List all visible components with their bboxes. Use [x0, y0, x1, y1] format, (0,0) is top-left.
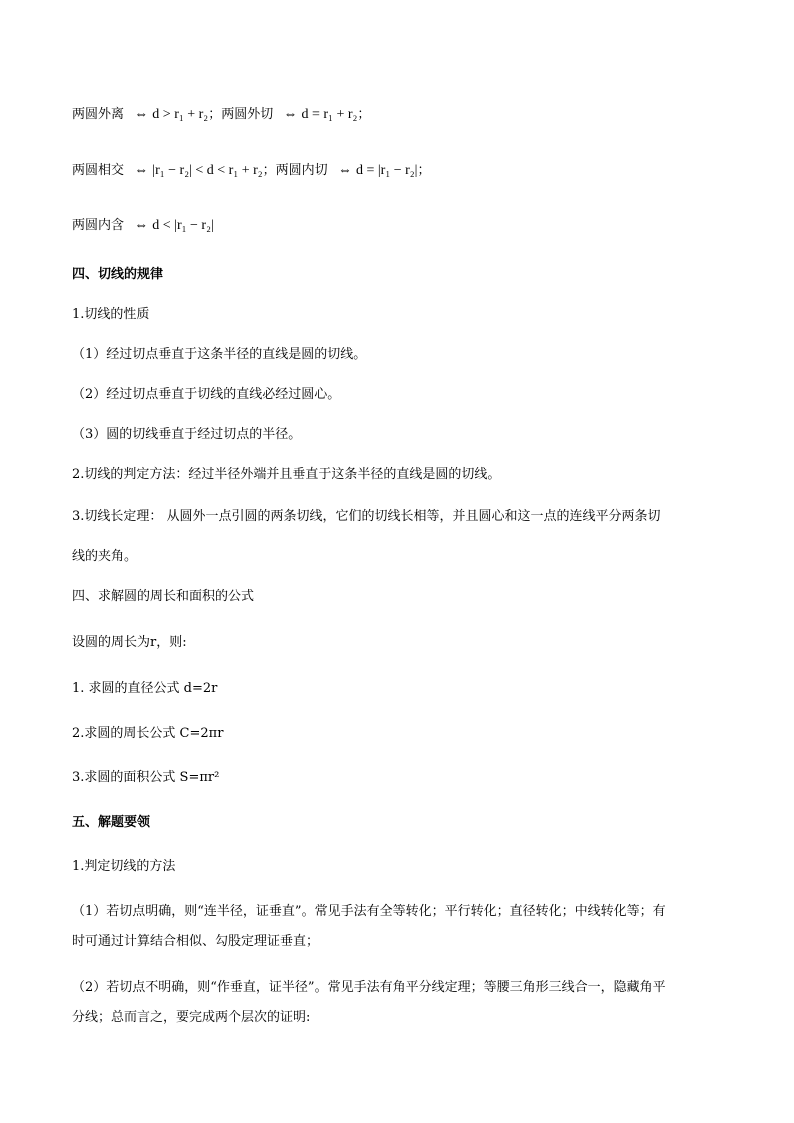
- item-4-1: 1.切线的性质: [72, 307, 150, 322]
- relation-line-intersect-internal: [72, 162, 430, 180]
- label-internal-tangent: 两圆内切: [275, 163, 328, 178]
- semicolon: ；: [208, 107, 222, 122]
- formula-intersect: |r₁ − r₂| < d < r₁ + r₂: [152, 163, 263, 178]
- section-4-title: 四、切线的规律: [72, 267, 164, 282]
- formula-internal-tangent: d = |r₁ − r₂|: [355, 163, 418, 178]
- iff-symbol: ⇔: [134, 218, 149, 233]
- item-4-1-b: （2）经过切点垂直于切线的直线必经过圆心。: [72, 387, 341, 402]
- item-5-1: 1.判定切线的方法: [72, 859, 176, 874]
- item-5-1-b-line2: 分线；总而言之，要完成两个层次的证明:: [72, 1010, 311, 1025]
- label-intersect: 两圆相交: [72, 163, 125, 178]
- relation-line-contain: [72, 217, 214, 235]
- item-4-2: 2.切线的判定方法：经过半径外端并且垂直于这条半径的直线是圆的切线。: [72, 467, 501, 482]
- iff-symbol: ⇔: [134, 163, 149, 178]
- formula-area: 3.求圆的面积公式 S=πr²: [72, 770, 220, 785]
- label-separate: 两圆外离: [72, 107, 125, 122]
- label-contain: 两圆内含: [72, 218, 125, 233]
- item-4-3-line2: 线的夹角。: [72, 549, 138, 564]
- item-5-1-b-line1: （2）若切点不明确，则“作垂直，证半径”。常见手法有角平分线定理；等腰三角形三线合一，隐藏角平: [72, 980, 666, 995]
- circle-intro: 设圆的周长为r，则:: [72, 635, 187, 650]
- formula-external-tangent: d = r₁ + r₂: [301, 107, 358, 122]
- item-5-1-a-line1: （1）若切点明确，则“连半径，证垂直”。常见手法有全等转化；平行转化；直径转化；中线转化等；有: [72, 904, 666, 919]
- semicolon: ；: [357, 107, 371, 122]
- formula-diameter: 1. 求圆的直径公式 d=2r: [72, 681, 218, 696]
- formula-circumference: 2.求圆的周长公式 C=2πr: [72, 726, 224, 741]
- item-5-1-a-line2: 时可通过计算结合相似、勾股定理证垂直；: [72, 934, 320, 949]
- item-4-3-line1: 3.切线长定理： 从圆外一点引圆的两条切线，它们的切线长相等，并且圆心和这一点的连线平分两条切: [72, 509, 661, 524]
- item-4-1-c: （3）圆的切线垂直于经过切点的半径。: [72, 427, 302, 442]
- section-4b-title: 四、求解圆的周长和面积的公式: [72, 589, 255, 604]
- formula-contain: d < |r₁ − r₂|: [152, 218, 214, 233]
- item-4-1-a: （1）经过切点垂直于这条半径的直线是圆的切线。: [72, 347, 367, 362]
- iff-symbol: ⇔: [134, 107, 149, 122]
- iff-symbol: ⇔: [283, 107, 298, 122]
- semicolon: ；: [262, 163, 276, 178]
- semicolon: ；: [417, 163, 431, 178]
- formula-separate: d > r₁ + r₂: [152, 107, 209, 122]
- iff-symbol: ⇔: [337, 163, 352, 178]
- label-external-tangent: 两圆外切: [221, 107, 274, 122]
- section-5-title: 五、解题要领: [72, 815, 151, 830]
- relation-line-separate-external: [72, 106, 370, 124]
